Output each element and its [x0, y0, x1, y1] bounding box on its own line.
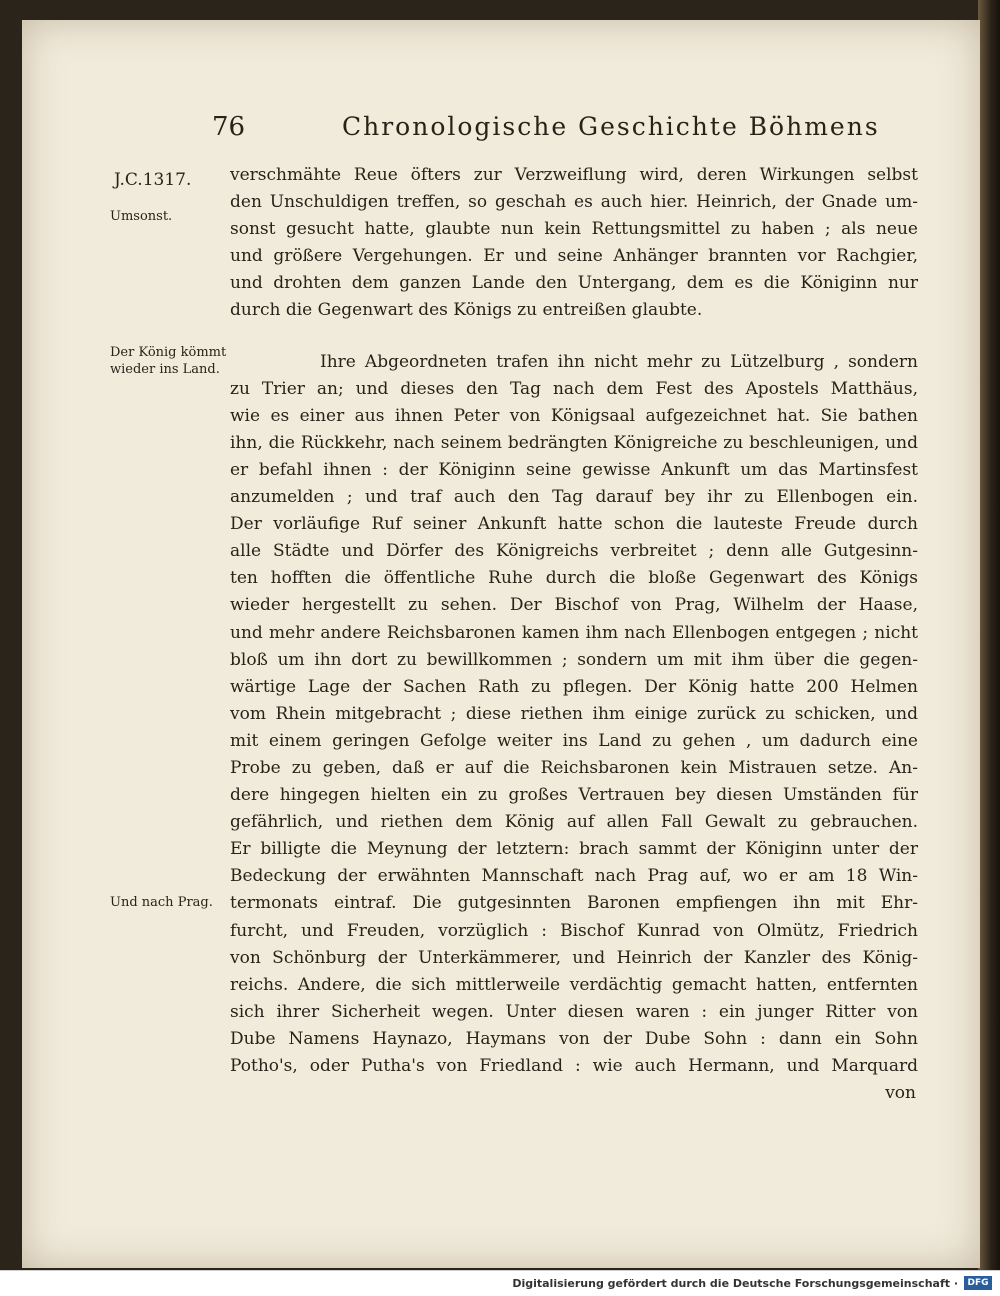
text-line: gefährlich, und riethen dem König auf allen Fall Gewalt zu gebrauchen.: [230, 812, 918, 833]
text-line: von Schönburg der Unterkämmerer, und Heinrich der Kanzler des König-: [230, 947, 918, 968]
text-line: verschmähte Reue öfters zur Verzweiflung wird, deren Wirkungen selbst: [230, 165, 918, 185]
text-line: wie es einer aus ihnen Peter von Königsaal aufgezeichnet hat. Sie bathen: [230, 405, 918, 426]
text-line: Dube Namens Haynazo, Haymans von der Dube Sohn : dann ein Sohn: [230, 1028, 918, 1049]
text-line: Er billigte die Meynung der letztern: brach sammt der Königinn unter der: [230, 839, 918, 860]
margin-note-koenig-kommt: Der König kömmt wieder ins Land.: [110, 345, 227, 377]
text-line: Der vorläufige Ruf seiner Ankunft hatte schon die lauteste Freude durch: [230, 514, 918, 535]
text-line: reichs. Andere, die sich mittlerweile verdächtig gemacht hatten, entfernten: [230, 974, 918, 995]
text-line: mit einem geringen Gefolge weiter ins Land zu gehen , um dadurch eine: [230, 730, 918, 751]
text-line: ten hofften die öffentliche Ruhe durch die bloße Gegenwart des Königs: [230, 568, 918, 589]
margin-note-nach-prag: Und nach Prag.: [110, 895, 213, 910]
book-spine-edge: [978, 0, 1000, 1270]
running-title: Chronologische Geschichte Böhmens: [342, 112, 880, 141]
text-line: termonats eintraf. Die gutgesinnten Baronen empfiengen ihn mit Ehr-: [230, 893, 918, 914]
text-line: Bedeckung der erwähnten Mannschaft nach Prag auf, wo er am 18 Win-: [230, 866, 918, 887]
text-line: ihn, die Rückkehr, nach seinem bedrängten Königreiche zu beschleunigen, und: [230, 432, 918, 453]
text-line: durch die Gegenwart des Königs zu entreißen glaubte.: [230, 300, 703, 321]
text-line: bloß um ihn dort zu bewillkommen ; sondern um mit ihm über die gegen-: [230, 649, 918, 670]
body-text: [230, 162, 918, 1107]
text-line: wieder hergestellt zu sehen. Der Bischof von Prag, Wilhelm der Haase,: [230, 595, 918, 616]
paragraph-gap: [230, 325, 918, 349]
text-line: dere hingegen hielten ein zu großes Vertrauen bey diesen Umständen für: [230, 785, 918, 806]
dfg-logo-icon[interactable]: DFG: [964, 1276, 992, 1290]
text-line: und drohten dem ganzen Lande den Untergang, dem es die Königinn nur: [230, 273, 918, 294]
text-line: zu Trier an; und dieses den Tag nach dem Fest des Apostels Matthäus,: [230, 378, 918, 399]
footer-credit: Digitalisierung gefördert durch die Deutsche Forschungsgemeinschaft ·: [512, 1277, 958, 1290]
text-line: vom Rhein mitgebracht ; diese riethen ihm einige zurück zu schicken, und: [230, 703, 918, 724]
margin-note-umsonst: Umsonst.: [110, 209, 173, 224]
text-line: furcht, und Freuden, vorzüglich : Bischof Kunrad von Olmütz, Friedrich: [230, 920, 918, 941]
text-line: Potho's, oder Putha's von Friedland : wie auch Hermann, und Marquard: [230, 1056, 918, 1076]
margin-year: J.C.1317.: [114, 170, 192, 190]
text-line: und größere Vergehungen. Er und seine Anhänger brannten vor Rachgier,: [230, 246, 918, 267]
text-line: und mehr andere Reichsbaronen kamen ihm nach Ellenbogen entgegen ; nicht: [230, 622, 918, 643]
text-line: anzumelden ; und traf auch den Tag darauf bey ihr zu Ellenbogen ein.: [230, 487, 918, 508]
text-line: wärtige Lage der Sachen Rath zu pflegen. Der König hatte 200 Helmen: [230, 676, 918, 697]
text-line: alle Städte und Dörfer des Königreichs verbreitet ; denn alle Gutgesinn-: [230, 541, 918, 562]
text-line: Ihre Abgeordneten trafen ihn nicht mehr zu Lützelburg , sondern: [320, 351, 918, 372]
page-number: 76: [212, 112, 246, 142]
text-line: sonst gesucht hatte, glaubte nun kein Rettungsmittel zu haben ; als neue: [230, 219, 918, 240]
text-line: den Unschuldigen treffen, so geschah es auch hier. Heinrich, der Gnade um-: [230, 192, 918, 213]
footer-bar: [0, 1270, 1000, 1296]
text-line: er befahl ihnen : der Königinn seine gewisse Ankunft um das Martinsfest: [230, 459, 918, 480]
text-line: sich ihrer Sicherheit wegen. Unter diesen waren : ein junger Ritter von: [230, 1001, 918, 1022]
book-page: [22, 20, 980, 1268]
text-line: Probe zu geben, daß er auf die Reichsbaronen kein Mistrauen setze. An-: [230, 757, 918, 778]
catchword: von: [885, 1083, 916, 1104]
